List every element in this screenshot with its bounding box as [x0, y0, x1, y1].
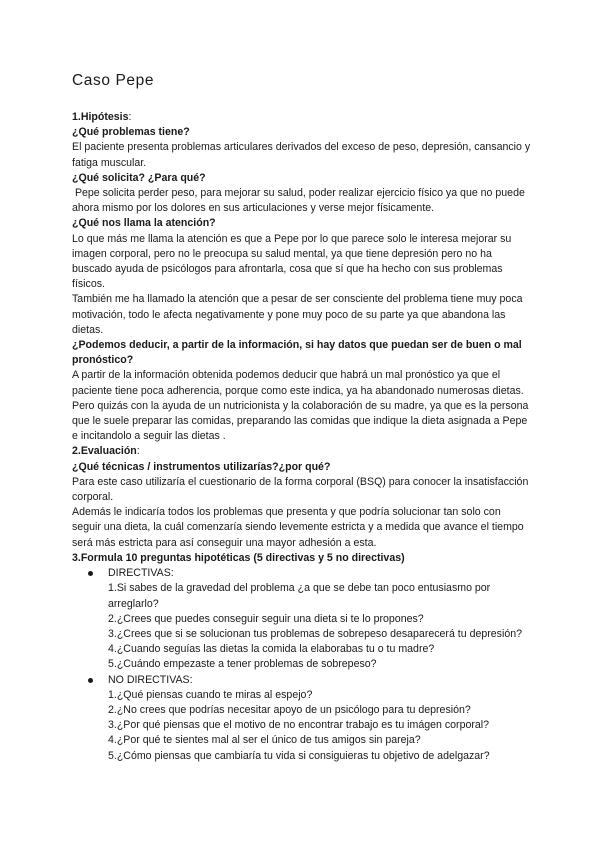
- answer-attention-1: Lo que más me llama la atención es que a Pepe por lo que parece solo le interesa mejorar su imagen corporal, pero no le preocupa su salud mental, ya que tiene depresión pero no ha buscado ayuda de psicólogos para afrontarla, cosa que sí que ha hecho con sus problemas físicos.: [72, 232, 512, 291]
- question-techniques: ¿Qué técnicas / instrumentos utilizarías?¿por qué?: [72, 460, 331, 473]
- group-label: NO DIRECTIVAS:: [108, 673, 193, 686]
- question-list: [108, 688, 532, 764]
- section-heading-evaluacion: [72, 444, 532, 459]
- section-heading-hipotesis: [72, 110, 532, 125]
- heading-suffix: :: [128, 111, 132, 123]
- question-prognosis: ¿Podemos deducir, a partir de la información, si hay datos que puedan ser de buen o mal pronóstico?: [72, 339, 522, 367]
- question-attention: ¿Qué nos llama la atención?: [72, 217, 216, 230]
- question-requests: ¿Qué solicita? ¿Para qué?: [72, 171, 206, 184]
- list-item: 2.¿Crees que puedes conseguir seguir una dieta si te lo propones?: [108, 612, 424, 625]
- answer-techniques-2: Además le indicaría todos los problemas que presenta y que podría solucionar tan solo con seguir una dieta, la cuál comenzaría siendo levemente estricta y a medida que avance el tiempo será más estricta para así conseguir una mayor adhesión a esta.: [72, 506, 524, 549]
- list-item: 1.¿Qué piensas cuando te miras al espejo?: [108, 688, 313, 701]
- document-page: [72, 72, 532, 764]
- bullet-icon: [88, 678, 93, 683]
- list-item: 4.¿Cuando seguías las dietas la comida la elaborabas tu o tu madre?: [108, 643, 435, 656]
- section-heading-formula: 3.Formula 10 preguntas hipotéticas (5 directivas y 5 no directivas): [72, 551, 405, 564]
- answer-prognosis: A partir de la información obtenida podemos deducir que habrá un mal pronóstico ya que el paciente tiene poca adherencia, porque como este indica, ya ha abandonado numerosas dietas. Pero quizás con la ayuda de un nutricionista y la colaboración de su madre, ya que es la persona que le suele preparar las comidas, preparando las comidas que indique la dieta asignada a Pepe e incitandolo a seguir las dietas .: [72, 369, 529, 443]
- answer-attention-2: También me ha llamado la atención que a pesar de ser consciente del problema tiene muy poca motivación, todo le afecta negativamente y pone muy poco de su parte ya que abandona las dietas.: [72, 293, 523, 336]
- heading-text: 2.Evaluación: [72, 445, 137, 458]
- question-list: [108, 581, 532, 672]
- group-no-directivas: [88, 673, 532, 764]
- list-item: 4.¿Por qué te sientes mal al ser el único de tus amigos sin pareja?: [108, 734, 421, 747]
- answer-techniques-1: Para este caso utilizaría el cuestionario de la forma corporal (BSQ) para conocer la insatisfacción corporal.: [72, 475, 529, 504]
- group-directivas: [88, 566, 532, 672]
- list-item: 1.Si sabes de la gravedad del problema ¿a que se debe tan poco entusiasmo por arreglarlo?: [108, 582, 491, 610]
- bullet-icon: [88, 571, 93, 576]
- answer-problems: El paciente presenta problemas articulares derivados del exceso de peso, depresión, cansancio y fatiga muscular.: [72, 141, 531, 169]
- list-item: 5.¿Cuándo empezaste a tener problemas de sobrepeso?: [108, 658, 377, 671]
- heading-suffix: :: [136, 445, 140, 458]
- list-item: 2.¿No crees que podrías necesitar apoyo de un psicólogo para tu depresión?: [108, 703, 471, 716]
- heading-text: 1.Hipótesis: [72, 111, 129, 123]
- group-label: DIRECTIVAS:: [108, 567, 174, 580]
- question-groups: [72, 566, 532, 764]
- list-item: 5.¿Cómo piensas que cambiaría tu vida si consiguieras tu objetivo de adelgazar?: [108, 749, 490, 762]
- list-item: 3.¿Crees que si se solucionan tus problemas de sobrepeso desaparecerá tu depresión?: [108, 627, 522, 640]
- answer-requests: Pepe solicita perder peso, para mejorar su salud, poder realizar ejercicio físico ya que no puede ahora mismo por los dolores en sus articulaciones y verse mejor físicamente.: [72, 187, 528, 215]
- document-title: Caso Pepe: [72, 72, 155, 89]
- list-item: 3.¿Por qué piensas que el motivo de no encontrar trabajo es tu imágen corporal?: [108, 719, 490, 732]
- question-problems: ¿Qué problemas tiene?: [72, 126, 190, 139]
